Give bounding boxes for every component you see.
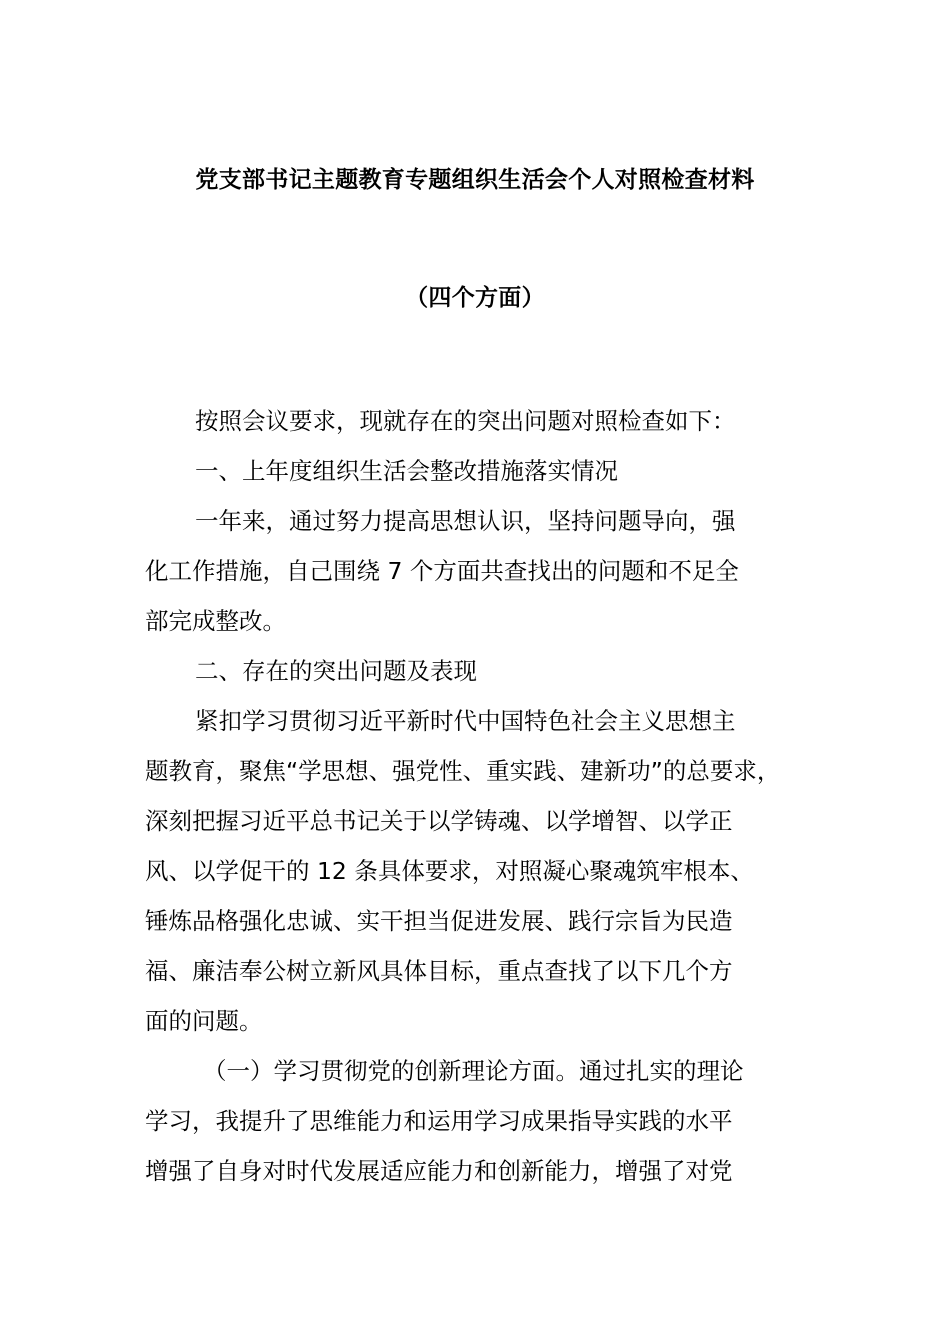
paragraph-line: 化工作措施，自己围绕 7 个方面共查找出的问题和不足全 — [145, 557, 739, 585]
paragraph-line: 部完成整改。 — [145, 607, 286, 635]
paragraph-line: 紧扣学习贯彻习近平新时代中国特色社会主义思想主 — [195, 707, 736, 735]
section-heading-1: 一、上年度组织生活会整改措施落实情况 — [195, 457, 618, 485]
paragraph-line: 风、以学促干的 12 条具体要求，对照凝心聚魂筑牢根本、 — [145, 857, 754, 885]
paragraph-line: 福、廉洁奉公树立新风具体目标，重点查找了以下几个方 — [145, 957, 733, 985]
subsection-heading-1: （一）学习贯彻党的创新理论方面。通过扎实的理论 — [203, 1057, 744, 1085]
paragraph-line: 面的问题。 — [145, 1007, 263, 1035]
paragraph-line: 题教育，聚焦“学思想、强党性、重实践、建新功”的总要求， — [145, 757, 781, 785]
paragraph-line: 增强了自身对时代发展适应能力和创新能力，增强了对党 — [145, 1157, 733, 1185]
document-title: 党支部书记主题教育专题组织生活会个人对照检查材料 — [195, 167, 755, 193]
document-subtitle: （四个方面） — [405, 285, 545, 311]
paragraph-line: 学习，我提升了思维能力和运用学习成果指导实践的水平 — [145, 1107, 733, 1135]
paragraph-intro: 按照会议要求，现就存在的突出问题对照检查如下： — [195, 407, 736, 435]
paragraph-line: 一年来，通过努力提高思想认识，坚持问题导向，强 — [195, 507, 736, 535]
paragraph-line: 深刻把握习近平总书记关于以学铸魂、以学增智、以学正 — [145, 807, 733, 835]
paragraph-line: 锤炼品格强化忠诚、实干担当促进发展、践行宗旨为民造 — [145, 907, 733, 935]
section-heading-2: 二、存在的突出问题及表现 — [195, 657, 477, 685]
